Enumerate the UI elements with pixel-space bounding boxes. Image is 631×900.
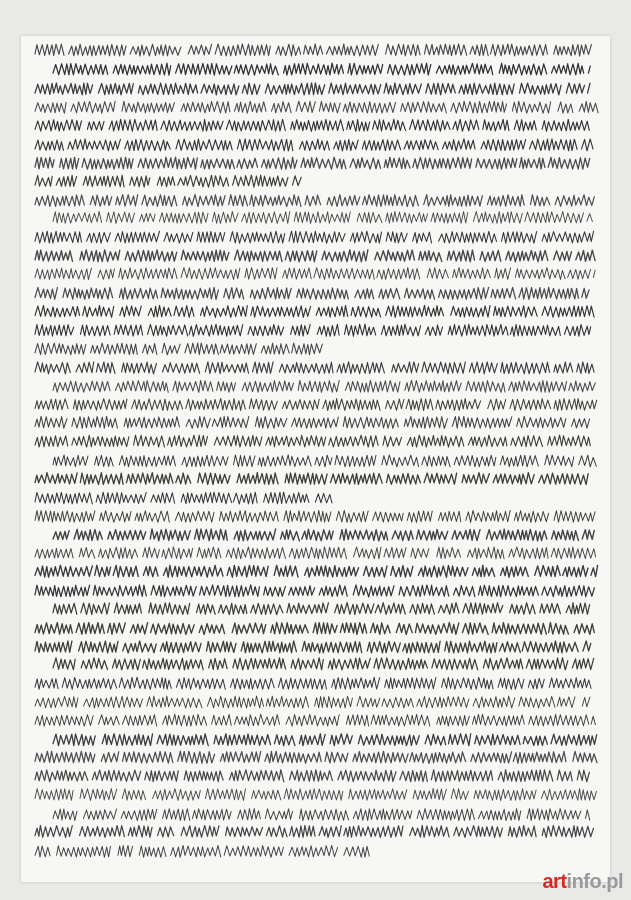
handwritten-line — [35, 287, 589, 299]
handwritten-line — [35, 139, 593, 151]
ink-stroke — [35, 547, 596, 559]
ink-stroke — [53, 211, 592, 223]
ink-stroke — [53, 734, 597, 746]
handwritten-line — [35, 157, 590, 169]
ink-stroke — [35, 268, 595, 280]
ink-stroke — [35, 492, 332, 504]
ink-stroke — [35, 399, 597, 411]
handwritten-line — [35, 231, 594, 243]
watermark-part-red: art — [542, 871, 567, 893]
handwritten-line — [35, 101, 598, 113]
ink-stroke — [35, 751, 597, 763]
ink-stroke — [35, 119, 589, 131]
handwritten-line — [53, 455, 596, 467]
handwritten-line — [35, 268, 595, 280]
ink-stroke — [35, 250, 595, 262]
ink-stroke — [35, 416, 590, 428]
ink-stroke — [53, 809, 590, 821]
ink-stroke — [53, 455, 596, 467]
handwritten-line — [35, 435, 590, 447]
ink-stroke — [35, 435, 590, 447]
ink-stroke — [35, 714, 595, 726]
handwritten-line — [35, 714, 595, 726]
ink-stroke — [53, 529, 594, 541]
handwritten-line — [35, 399, 597, 411]
handwritten-line — [53, 658, 594, 670]
handwritten-line — [53, 63, 590, 75]
ink-stroke — [35, 473, 588, 485]
handwriting-scribble — [21, 36, 610, 882]
ink-stroke — [35, 789, 596, 801]
handwritten-line — [35, 44, 591, 56]
handwritten-line — [35, 492, 332, 504]
handwritten-line — [35, 751, 597, 763]
ink-stroke — [35, 696, 590, 708]
ink-stroke — [35, 770, 589, 782]
watermark-part-grey: info.pl — [566, 871, 623, 893]
handwritten-line — [35, 119, 589, 131]
ink-stroke — [35, 231, 594, 243]
handwritten-line — [53, 734, 597, 746]
ink-stroke — [35, 826, 594, 838]
handwritten-line — [35, 846, 369, 858]
handwritten-line — [53, 211, 592, 223]
ink-stroke — [53, 603, 590, 615]
handwritten-line — [53, 380, 595, 392]
ink-stroke — [35, 175, 301, 187]
ink-stroke — [35, 139, 593, 151]
ink-stroke — [35, 510, 595, 522]
handwritten-line — [35, 175, 301, 187]
ink-stroke — [35, 324, 591, 336]
handwritten-line — [35, 305, 594, 317]
handwritten-line — [35, 585, 594, 597]
ink-stroke — [35, 362, 594, 374]
handwritten-line — [35, 789, 596, 801]
ink-stroke — [35, 287, 589, 299]
ink-stroke — [35, 83, 590, 95]
ink-stroke — [35, 623, 594, 635]
handwritten-line — [35, 250, 595, 262]
ink-stroke — [53, 658, 594, 670]
ink-stroke — [35, 101, 598, 113]
ink-stroke — [35, 641, 591, 653]
ink-stroke — [35, 846, 369, 858]
handwritten-line — [35, 770, 589, 782]
handwritten-line — [35, 565, 598, 577]
handwritten-line — [35, 696, 590, 708]
handwritten-line — [35, 362, 594, 374]
handwritten-line — [35, 195, 594, 207]
ink-stroke — [35, 585, 594, 597]
ink-stroke — [35, 565, 598, 577]
ink-stroke — [53, 63, 590, 75]
handwritten-line — [35, 83, 590, 95]
handwritten-line — [53, 603, 590, 615]
ink-stroke — [35, 305, 594, 317]
ink-stroke — [35, 157, 590, 169]
handwritten-line — [53, 809, 590, 821]
handwritten-line — [35, 343, 322, 355]
manuscript-sheet — [21, 36, 610, 882]
handwritten-line — [35, 826, 594, 838]
ink-stroke — [35, 343, 322, 355]
artinfo-watermark-logo — [542, 872, 623, 892]
handwritten-line — [35, 641, 591, 653]
handwritten-line — [53, 529, 594, 541]
ink-stroke — [35, 44, 591, 56]
handwritten-line — [35, 473, 588, 485]
handwritten-line — [35, 510, 595, 522]
ink-stroke — [35, 195, 594, 207]
ink-stroke — [53, 380, 595, 392]
handwritten-line — [35, 416, 590, 428]
handwritten-line — [35, 677, 591, 689]
handwritten-line — [35, 547, 596, 559]
handwritten-line — [35, 623, 594, 635]
ink-stroke — [35, 677, 591, 689]
handwritten-line — [35, 324, 591, 336]
